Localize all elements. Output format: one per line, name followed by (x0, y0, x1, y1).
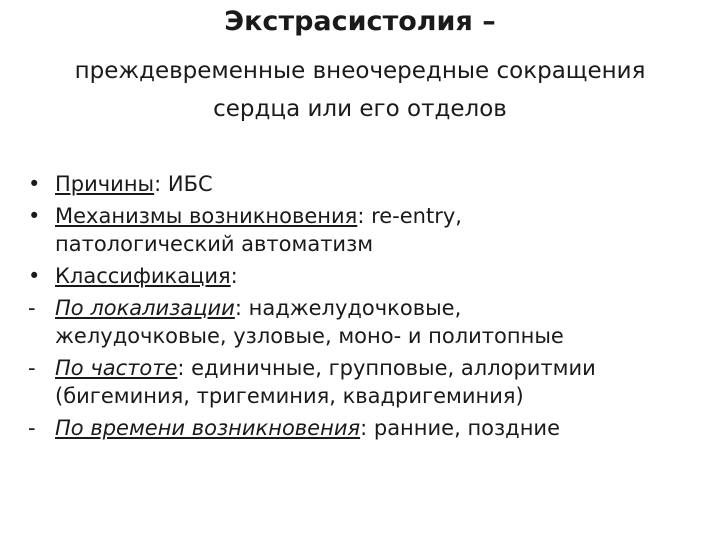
dash-marker: - (28, 356, 36, 380)
slide-title: Экстрасистолия – (224, 6, 496, 37)
bullet-marker: • (28, 264, 41, 288)
subtitle-line-1: преждевременные внеочередные сокращения (74, 58, 646, 84)
item-text: единичные, групповые, аллоритмии (184, 356, 596, 380)
term-causes: Причины (55, 172, 155, 196)
separator: : (360, 416, 368, 440)
list-item-by-timing (28, 414, 708, 442)
term-by-localization: По локализации (55, 296, 235, 320)
item-text: re-entry, (364, 204, 462, 228)
dash-marker: - (28, 296, 36, 320)
separator: : (357, 204, 365, 228)
slide-subtitle (40, 52, 680, 128)
item-text-continued: патологический автоматизм (55, 232, 374, 256)
item-text: ИБС (161, 172, 213, 196)
separator: : (177, 356, 185, 380)
term-mechanisms: Механизмы возникновения (55, 204, 358, 228)
item-text-continued: (бигеминия, тригеминия, квадригеминия) (55, 384, 524, 408)
bullet-marker: • (28, 204, 41, 228)
subtitle-line-2: сердца или его отделов (213, 96, 507, 122)
separator: : (230, 264, 238, 288)
list-item-by-localization (28, 294, 708, 350)
separator: : (154, 172, 162, 196)
term-by-frequency: По частоте (55, 356, 178, 380)
list-item-causes (28, 170, 708, 198)
item-text-continued: желудочковые, узловые, моно- и политопные (55, 324, 564, 348)
list-item-classification (28, 262, 708, 290)
content-list (28, 170, 708, 446)
separator: : (234, 296, 242, 320)
list-item-by-frequency (28, 354, 708, 410)
item-text: наджелудочковые, (241, 296, 462, 320)
item-text: ранние, поздние (367, 416, 561, 440)
bullet-marker: • (28, 172, 41, 196)
term-by-timing: По времени возникновения (55, 416, 361, 440)
dash-marker: - (28, 416, 36, 440)
list-item-mechanisms (28, 202, 708, 258)
term-classification: Классификация (55, 264, 231, 288)
